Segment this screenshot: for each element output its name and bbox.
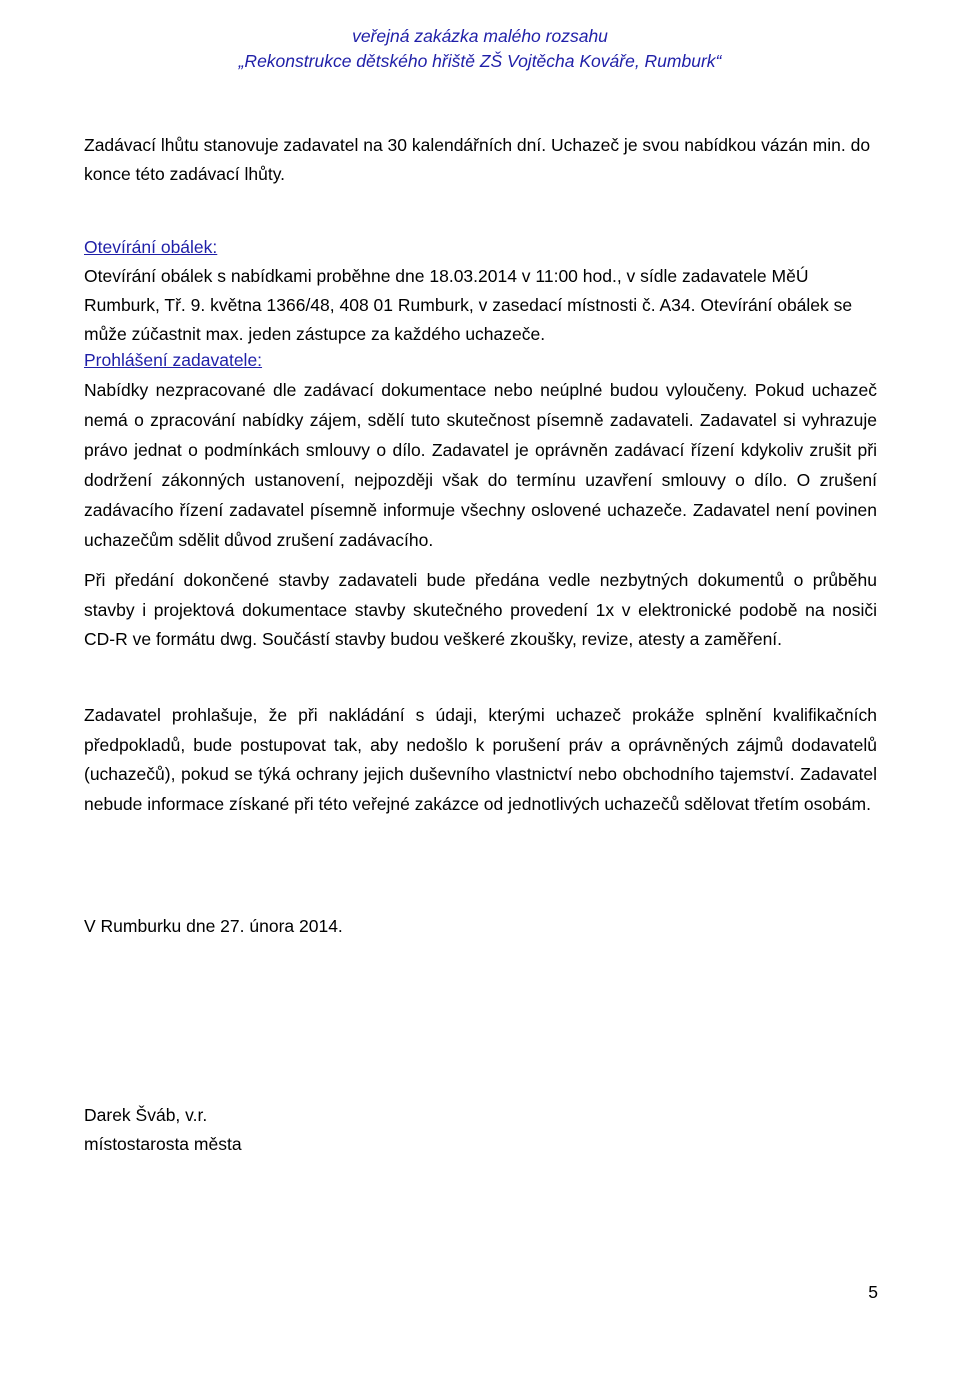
- signature-block: [84, 1101, 877, 1159]
- signatory-title: místostarosta města: [84, 1134, 242, 1154]
- header-tender-type: veřejná zakázka malého rozsahu: [352, 26, 608, 46]
- date-line: V Rumburku dne 27. února 2014.: [84, 916, 343, 936]
- page-number: 5: [868, 1282, 878, 1302]
- opening-paragraph: Otevírání obálek s nabídkami proběhne dne 18.03.2014 v 11:00 hod., v sídle zadavatele MěÚ Rumburk, Tř. 9. května 1366/48, 408 01 Rumburk, v zasedací místnosti č. A34. Otevírání obálek se může zúčastnit max. jeden zástupce za každého uchazeče.: [84, 266, 853, 344]
- handover-paragraph: Při předání dokončené stavby zadavateli bude předána vedle nezbytných dokumentů o průběhu stavby i projektová dokumentace stavby skutečného provedení 1x v elektronické podobě na nosiči CD-R ve formátu dwg. Součástí stavby budou veškeré zkoušky, revize, atesty a zaměření.: [84, 570, 877, 649]
- opening-heading: Otevírání obálek:: [84, 237, 218, 257]
- declaration-section: [84, 345, 877, 555]
- privacy-paragraph: Zadavatel prohlašuje, že při nakládání s údaji, kterými uchazeč prokáže splnění kvalifikačních předpokladů, bude postupovat tak, aby nedošlo k porušení práv a oprávněných zájmů dodavatelů (uchazečů), pokud se týká ochrany jejich duševního vlastnictví nebo obchodního tajemství. Zadavatel nebude informace získané při této veřejné zakázce od jednotlivých uchazečů sdělovat třetím osobám.: [84, 705, 877, 814]
- validity-paragraph: Zadávací lhůtu stanovuje zadavatel na 30 kalendářních dní. Uchazeč je svou nabídkou vázán min. do konce této zadávací lhůty.: [84, 135, 871, 184]
- opening-section: [84, 233, 877, 349]
- declaration-heading: Prohlášení zadavatele:: [84, 350, 263, 370]
- declaration-paragraph: Nabídky nezpracované dle zadávací dokumentace nebo neúplné budou vyloučeny. Pokud uchazeč nemá o zpracování nabídky zájem, sdělí tuto skutečnost písemně zadavateli. Zadavatel si vyhrazuje právo jednat o podmínkách smlouvy o dílo. Zadavatel je oprávněn zadávací řízení kdykoliv zrušit při dodržení zákonných ustanovení, nejpozději však do termínu uzavření smlouvy o dílo. O zrušení zadávacího řízení zadavatel písemně informuje všechny oslovené uchazeče. Zadavatel není povinen uchazečům sdělit důvod zrušení zadávacího.: [84, 380, 877, 550]
- header-project-title: „Rekonstrukce dětského hřiště ZŠ Vojtěcha Kováře, Rumburk“: [238, 51, 722, 71]
- document-header: [0, 24, 960, 74]
- signatory-name: Darek Šváb, v.r.: [84, 1105, 208, 1125]
